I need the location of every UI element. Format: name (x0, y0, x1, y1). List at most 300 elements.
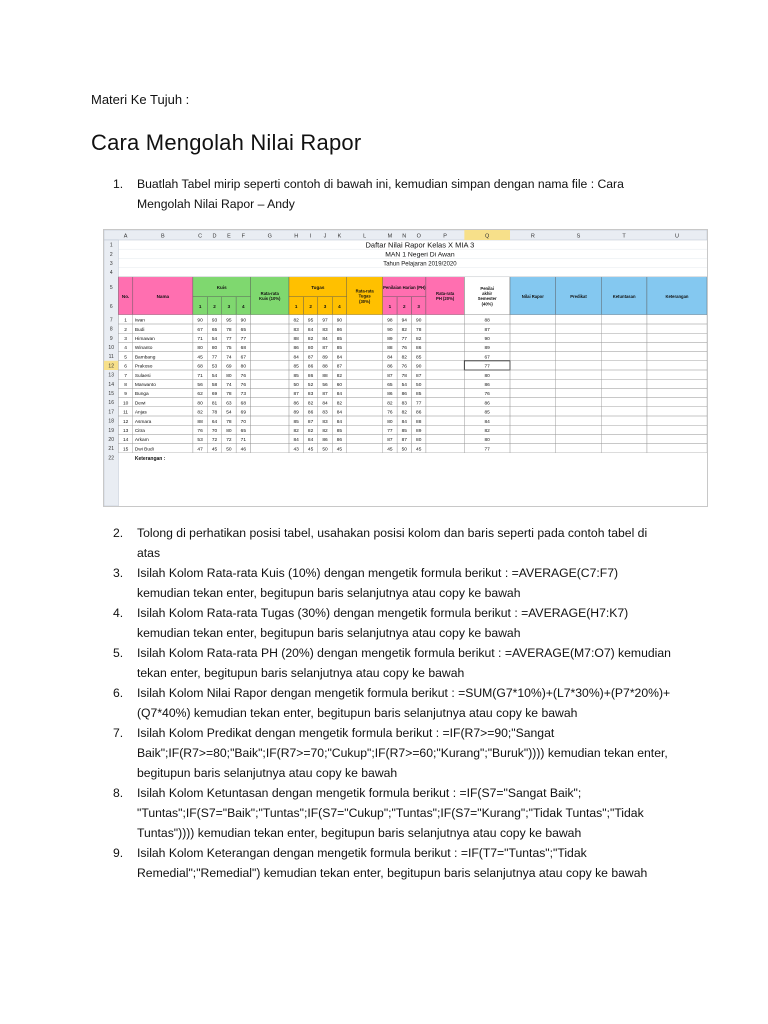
table-cell-value: 84 (336, 355, 343, 361)
table-cell-value: 84 (293, 438, 299, 444)
table-cell-value: 85 (293, 419, 299, 425)
table-cell-value: 73 (240, 392, 247, 398)
table-cell-value: 89 (387, 337, 393, 342)
table-cell-value: 71 (197, 337, 203, 342)
header-rata-kuis: Kuis (10%) (259, 296, 281, 302)
table-cell-value: 86 (401, 392, 407, 398)
instruction-item (113, 683, 673, 723)
table-cell-value: 65 (240, 327, 247, 333)
header-ph-sub: 2 (403, 303, 406, 309)
table-cell-value: Marwanto (134, 383, 156, 388)
table-cell-value: 85 (293, 373, 299, 379)
table-cell-value: 88 (197, 419, 203, 425)
table-cell-value: 76 (401, 364, 407, 370)
table-cell-value: 8 (124, 383, 127, 388)
table-cell-value: 82 (293, 429, 299, 434)
column-letter: E (227, 233, 231, 240)
table-cell-value: 56 (197, 383, 203, 388)
header-tugas-sub: 3 (323, 303, 327, 309)
header-pas: akhir (482, 291, 493, 296)
table-cell-value: 90 (416, 318, 422, 324)
table-cell-value: 77 (387, 429, 393, 434)
table-cell-value: 58 (211, 383, 218, 388)
table-cell-value: 82 (416, 337, 422, 342)
instruction-text: Isilah Kolom Rata-rata Kuis (10%) dengan mengetik formula berikut : =AVERAGE(C7:F7) kemudian tekan enter, begitupun baris selanjutnya atau copy ke bawah (137, 566, 619, 600)
header-kuis-sub: 4 (242, 303, 245, 309)
column-letter: J (323, 233, 327, 240)
instruction-list-top (113, 174, 673, 214)
table-cell-value: 83 (322, 410, 328, 416)
lesson-subtitle: Materi Ke Tujuh : (91, 92, 190, 107)
header-keterangan: Keterangan (665, 293, 689, 299)
table-cell-value: 78 (226, 392, 232, 398)
table-cell-value: 93 (211, 318, 218, 324)
table-cell-value: 82 (484, 429, 490, 434)
table-cell-value: 86 (293, 401, 299, 407)
table-cell-value: 82 (387, 401, 393, 407)
table-cell-value: Budi (134, 327, 145, 333)
table-cell-value: 77 (240, 337, 247, 342)
header-tugas-sub: 2 (309, 303, 312, 309)
table-cell-value: 43 (293, 447, 299, 453)
table-cell-value: 3 (124, 337, 127, 342)
table-cell-value: Dewi (134, 401, 146, 407)
column-letter: M (387, 233, 393, 240)
column-letter: P (443, 233, 447, 240)
table-cell-value: 80 (387, 419, 393, 425)
table-cell-value: 67 (197, 327, 203, 333)
table-cell-value: 50 (416, 383, 422, 388)
sheet-title-1: Daftar Nilai Rapor Kelas X MIA 3 (365, 240, 475, 250)
table-cell-value: 78 (416, 327, 422, 333)
header-pas: Semester (477, 296, 497, 302)
table-cell-value: 63 (226, 401, 232, 407)
column-letter: K (337, 233, 342, 240)
instruction-number: 5. (113, 646, 124, 660)
table-cell-value: 54 (211, 337, 218, 342)
table-cell-value: 80 (416, 438, 422, 444)
table-cell-value: 82 (307, 401, 314, 407)
header-kuis-sub: 3 (227, 303, 231, 309)
table-cell-value: 88 (322, 373, 328, 379)
row-number: 2 (109, 251, 113, 258)
column-letter: Q (485, 233, 490, 240)
table-cell-value: 72 (226, 438, 232, 444)
table-cell-value: 50 (293, 383, 299, 388)
table-cell-value: 1 (124, 318, 127, 324)
table-cell-value: 87 (387, 438, 393, 444)
table-cell-value: 80 (484, 438, 490, 444)
row-number: 21 (108, 446, 114, 453)
table-cell-value: 90 (240, 318, 247, 324)
table-cell-value: 82 (307, 337, 314, 342)
table-cell-value: 64 (211, 419, 218, 425)
table-cell-value: 80 (211, 346, 218, 352)
table-cell-value: 84 (401, 419, 407, 425)
table-cell-value: Asmara (134, 419, 152, 425)
table-cell-value: 90 (336, 318, 343, 324)
table-cell-value: 86 (336, 438, 343, 444)
table-cell-value: 67 (240, 355, 247, 361)
table-cell-value: 89 (484, 346, 490, 352)
page-title: Cara Mengolah Nilai Rapor (91, 130, 362, 155)
table-cell-value: Bambang (134, 355, 156, 361)
table-cell-value: 82 (401, 410, 407, 416)
table-cell-value: 53 (211, 364, 218, 370)
table-cell-value: 90 (484, 337, 490, 342)
table-cell-value: 90 (387, 327, 393, 333)
table-cell-value: 80 (226, 373, 232, 379)
table-cell-value: 68 (240, 401, 247, 407)
table-cell-value: 86 (336, 327, 343, 333)
table-cell-value: Iwan (134, 318, 145, 324)
instruction-text: Buatlah Tabel mirip seperti contoh di bawah ini, kemudian simpan dengan nama file : Cara Mengolah Nilai Rapor – Andy (137, 177, 624, 211)
table-cell-value: 56 (322, 383, 328, 388)
table-cell-value: Dwi Budi (134, 447, 154, 453)
table-cell-value: 95 (226, 318, 232, 324)
row-number: 6 (109, 303, 113, 310)
column-letter: A (123, 233, 128, 240)
table-cell-value: 82 (336, 401, 343, 407)
header-ketuntasan: Ketuntasan (612, 293, 636, 299)
table-cell-value: 52 (307, 383, 314, 388)
table-cell-value: 86 (307, 410, 314, 416)
column-letter: O (416, 233, 421, 240)
instruction-list-bottom (113, 523, 673, 883)
table-cell-value: 10 (122, 401, 129, 407)
table-cell-value: 74 (226, 355, 232, 361)
column-letter: L (363, 233, 367, 240)
table-cell-value: 65 (240, 429, 247, 434)
table-cell-value: 86 (484, 383, 490, 388)
table-cell-value: 86 (387, 364, 393, 370)
column-letter: D (212, 233, 217, 240)
table-cell-value: 70 (240, 419, 247, 425)
table-cell-value: 84 (322, 401, 328, 407)
instruction-text: Isilah Kolom Keterangan dengan mengetik formula berikut : =IF(T7="Tuntas";"Tidak Remedial";"Remedial") kemudian tekan enter, begitupun baris selanjutnya atau copy ke bawah (137, 846, 648, 880)
table-cell-value: 86 (387, 392, 393, 398)
table-cell-value: 84 (336, 410, 343, 416)
table-cell-value: 89 (416, 429, 422, 434)
table-cell-value: 89 (293, 410, 299, 416)
row-number: 14 (108, 381, 114, 388)
table-cell-value: 87 (322, 346, 328, 352)
table-cell-value: 7 (124, 373, 127, 379)
header-pas: Penilai (480, 285, 494, 291)
instruction-number: 8. (113, 786, 124, 800)
table-cell-value: 65 (211, 327, 218, 333)
table-cell-value: 77 (484, 447, 490, 453)
table-cell-value: 95 (307, 318, 314, 324)
table-cell-value: 77 (484, 364, 490, 370)
header-no: No. (121, 293, 130, 299)
table-cell-value: 82 (401, 327, 407, 333)
row-number: 13 (108, 372, 114, 379)
table-cell-value: 54 (211, 373, 218, 379)
table-cell-value: 87 (307, 419, 314, 425)
table-cell-value: 89 (322, 355, 328, 361)
instruction-item (113, 723, 673, 783)
header-rata-tugas: Tugas (358, 293, 371, 299)
table-cell-value: 82 (307, 429, 314, 434)
table-cell-value: 83 (322, 327, 328, 333)
table-cell-value: 68 (197, 364, 203, 370)
header-rapor: Nilai Rapor (521, 293, 544, 299)
row-number: 19 (108, 427, 114, 434)
table-cell-value: 83 (401, 401, 407, 407)
table-cell-value: 69 (240, 410, 247, 416)
header-rata-kuis: Rata-rata (260, 291, 279, 296)
instruction-text: Isilah Kolom Predikat dengan mengetik formula berikut : =IF(R7>=90;"Sangat Baik";IF(R7>=80;"Baik";IF(R7>=70;"Cukup";IF(R7>=60;"Kurang";"Buruk")))) kemudian tekan enter, begitupun baris selanjutnya atau copy ke bawah (137, 726, 668, 780)
table-cell-value: 69 (211, 392, 218, 398)
instruction-item (113, 603, 673, 643)
table-cell-value: 78 (226, 327, 232, 333)
column-letter: N (402, 233, 407, 240)
table-cell-value: 68 (240, 346, 247, 352)
table-cell-value: 9 (124, 392, 127, 398)
row-number: 15 (108, 391, 114, 397)
table-cell-value: 80 (240, 364, 247, 370)
table-cell-value: 86 (484, 401, 490, 407)
table-cell-value: 67 (484, 355, 490, 361)
table-cell-value: 76 (401, 346, 407, 352)
table-cell-value: 50 (322, 447, 328, 453)
spreadsheet-grid (104, 230, 707, 506)
column-letter: S (576, 233, 581, 240)
sheet-title-3: Tahun Pelajaran 2019/2020 (383, 261, 457, 268)
instruction-text: Isilah Kolom Rata-rata PH (20%) dengan mengetik formula berikut : =AVERAGE(M7:O7) kemudian tekan enter, begitupun baris selanjutnya atau copy ke bawah (137, 646, 671, 680)
table-cell-value: 80 (197, 401, 203, 407)
table-cell-value: 84 (307, 327, 314, 333)
table-cell-value: 70 (211, 429, 218, 434)
table-cell-value: Sulaesi (134, 373, 151, 379)
header-tugas-sub: 4 (338, 303, 341, 309)
table-cell-value: 86 (293, 346, 299, 352)
table-cell-value: Bunga (134, 392, 149, 398)
table-cell-value: 88 (416, 419, 422, 425)
table-cell-value: 62 (197, 392, 203, 398)
table-cell-value: 60 (336, 383, 343, 388)
table-cell-value: 81 (211, 401, 218, 407)
table-cell-value: 78 (226, 419, 232, 425)
table-cell-value: Himawan (134, 337, 155, 342)
header-kuis: Kuis (216, 284, 227, 290)
table-cell-value: 85 (336, 337, 343, 342)
table-cell-value: 86 (416, 346, 422, 352)
instruction-number: 2. (113, 526, 124, 540)
table-cell-value: 47 (197, 447, 203, 453)
instruction-item (113, 783, 673, 843)
column-letter: G (267, 233, 272, 240)
table-cell-value: 83 (293, 327, 299, 333)
table-cell-value: 2 (124, 327, 127, 333)
table-cell-value: 76 (240, 383, 247, 388)
table-cell-value: 87 (336, 364, 343, 370)
column-letter: F (241, 233, 246, 240)
header-pas: (40%) (481, 301, 493, 307)
table-cell-value: 87 (484, 327, 490, 333)
table-cell-value: 84 (322, 337, 328, 342)
header-rata-tugas: (30%) (359, 298, 371, 304)
instruction-text: Tolong di perhatikan posisi tabel, usahakan posisi kolom dan baris seperti pada contoh tabel di atas (137, 526, 648, 560)
table-cell-value: 11 (123, 410, 129, 416)
table-cell-value: 84 (307, 438, 314, 444)
row-number: 17 (108, 409, 114, 416)
table-cell-value: 88 (293, 337, 299, 342)
header-nama: Nama (156, 293, 170, 299)
row-number: 1 (109, 242, 113, 249)
table-cell-value: 87 (387, 373, 393, 379)
instruction-number: 4. (113, 606, 124, 620)
table-cell-value: 87 (416, 373, 422, 379)
table-cell-value: 82 (401, 355, 407, 361)
row-number: 22 (108, 455, 114, 462)
header-tugas: Tugas (311, 284, 325, 290)
header-rata-ph: PH (20%) (436, 296, 455, 302)
table-cell-value: 71 (240, 438, 247, 444)
table-cell-value: 78 (401, 373, 407, 379)
table-cell-value: 82 (197, 410, 203, 416)
table-cell-value: 71 (197, 373, 203, 379)
table-cell-value: 84 (336, 392, 343, 398)
instruction-text: Isilah Kolom Rata-rata Tugas (30%) dengan mengetik formula berikut : =AVERAGE(H7:K7) kemudian tekan enter, begitupun baris selanjutnya atau copy ke bawah (137, 606, 629, 640)
column-letter: C (198, 233, 203, 240)
table-cell-value: 6 (124, 364, 127, 370)
row-number: 20 (108, 437, 114, 443)
table-cell-value: 4 (124, 346, 127, 352)
table-cell-value: 54 (401, 383, 407, 388)
table-cell-value: Winanto (134, 346, 153, 352)
table-cell-value: 74 (226, 383, 232, 388)
instruction-item (113, 563, 673, 603)
table-cell-value: Prakoso (134, 364, 153, 370)
table-cell-value: 50 (401, 447, 407, 453)
table-cell-value: 88 (387, 346, 393, 352)
header-rata-tugas: Rata-rata (355, 288, 374, 294)
row-number: 9 (109, 335, 113, 342)
table-cell-value: 80 (226, 429, 232, 434)
table-cell-value: 54 (226, 410, 232, 416)
table-cell-value: Citra (134, 429, 145, 434)
row-number: 8 (109, 326, 113, 333)
row-number: 18 (108, 418, 114, 425)
table-cell-value: 77 (416, 401, 422, 407)
row-number: 12 (108, 363, 114, 370)
table-cell-value: 83 (322, 419, 328, 425)
instruction-number: 7. (113, 726, 124, 740)
header-ph-sub: 3 (417, 303, 420, 309)
table-cell-value: 50 (226, 447, 232, 453)
table-cell-value: Arkam (134, 438, 149, 444)
table-cell-value: 77 (401, 337, 407, 342)
table-cell-value: 65 (387, 383, 393, 388)
spreadsheet-screenshot (103, 229, 708, 507)
table-cell-value: 45 (197, 355, 203, 361)
table-cell-value: 86 (322, 438, 328, 444)
column-letter: U (674, 233, 679, 240)
row-number: 4 (109, 270, 113, 277)
table-cell-value: 80 (197, 346, 203, 352)
table-cell-value: 80 (307, 346, 314, 352)
instruction-item (113, 843, 673, 883)
row-number: 11 (108, 354, 114, 361)
table-cell-value: 78 (211, 410, 218, 416)
row-number: 10 (108, 345, 114, 351)
table-cell-value: Anjas (134, 410, 147, 416)
table-cell-value: 75 (226, 346, 232, 352)
table-cell-value: 76 (197, 429, 203, 434)
row-number: 5 (109, 284, 113, 291)
table-cell-value: 88 (322, 364, 328, 370)
table-cell-value: 84 (293, 355, 299, 361)
table-cell-value: 85 (401, 429, 407, 434)
table-cell-value: 87 (293, 392, 299, 398)
table-cell-value: 76 (484, 392, 490, 398)
table-cell-value: 46 (240, 447, 247, 453)
table-cell-value: 77 (211, 355, 218, 361)
column-letter: T (622, 233, 626, 240)
table-cell-value: 82 (336, 373, 343, 379)
column-letter: B (161, 233, 165, 240)
table-cell-value: 85 (484, 410, 490, 416)
header-kuis-sub: 1 (198, 303, 202, 309)
table-cell-value: 88 (484, 318, 490, 324)
table-cell-value: 76 (387, 410, 393, 416)
table-cell-value: 98 (387, 318, 393, 324)
table-cell-value: 90 (416, 364, 422, 370)
header-rata-ph: Rata-rata (436, 291, 455, 296)
table-cell-value: 45 (387, 447, 393, 453)
instruction-item (113, 174, 673, 214)
table-cell-value: 87 (307, 355, 314, 361)
instruction-text: Isilah Kolom Nilai Rapor dengan mengetik formula berikut : =SUM(G7*10%)+(L7*30%)+(P7*20%)+(Q7*40%) kemudian tekan enter, begitupun baris selanjutnya atau copy ke bawah (137, 686, 671, 720)
table-cell-value: 12 (122, 419, 129, 425)
table-cell-value: 84 (484, 419, 490, 425)
header-ph-sub: 1 (388, 303, 392, 309)
column-letter: I (309, 233, 312, 240)
table-cell-value: 83 (307, 392, 314, 398)
table-cell-value: 82 (322, 429, 328, 434)
column-letter: H (294, 233, 299, 240)
table-cell-value: 87 (322, 392, 328, 398)
instruction-number: 6. (113, 686, 124, 700)
footer-label: Keterangan : (134, 455, 166, 462)
table-cell-value: 82 (293, 318, 299, 324)
row-number: 3 (109, 261, 113, 267)
table-cell-value: 85 (416, 392, 422, 398)
table-cell-value: 85 (293, 364, 299, 370)
header-tugas-sub: 1 (294, 303, 298, 309)
table-cell-value: 85 (416, 355, 422, 361)
table-cell-value: 13 (122, 429, 129, 434)
header-predikat: Predikat (570, 293, 587, 299)
table-cell-value: 14 (122, 438, 129, 444)
table-cell-value: 86 (416, 410, 422, 416)
table-cell-value: 90 (197, 318, 203, 324)
instruction-text: Isilah Kolom Ketuntasan dengan mengetik formula berikut : =IF(S7="Sangat Baik"; "Tuntas";IF(S7="Baik";"Tuntas";IF(S7="Cukup";"Tuntas";IF(S7="Kurang";"Tidak Tuntas";"Tidak Tuntas")))) kemudian tekan enter, begitupun baris selanjutnya atau copy ke bawah (137, 786, 644, 840)
table-cell-value: 45 (307, 447, 314, 453)
table-cell-value: 15 (122, 447, 129, 453)
instruction-number: 3. (113, 566, 124, 580)
row-number: 7 (109, 317, 113, 324)
instruction-number: 1. (113, 177, 124, 191)
instruction-item (113, 523, 673, 563)
table-cell-value: 94 (401, 318, 407, 324)
table-cell-value: 80 (484, 373, 490, 379)
header-kuis-sub: 2 (213, 303, 216, 309)
table-cell-value: 84 (336, 419, 343, 425)
table-cell-value: 76 (240, 373, 247, 379)
